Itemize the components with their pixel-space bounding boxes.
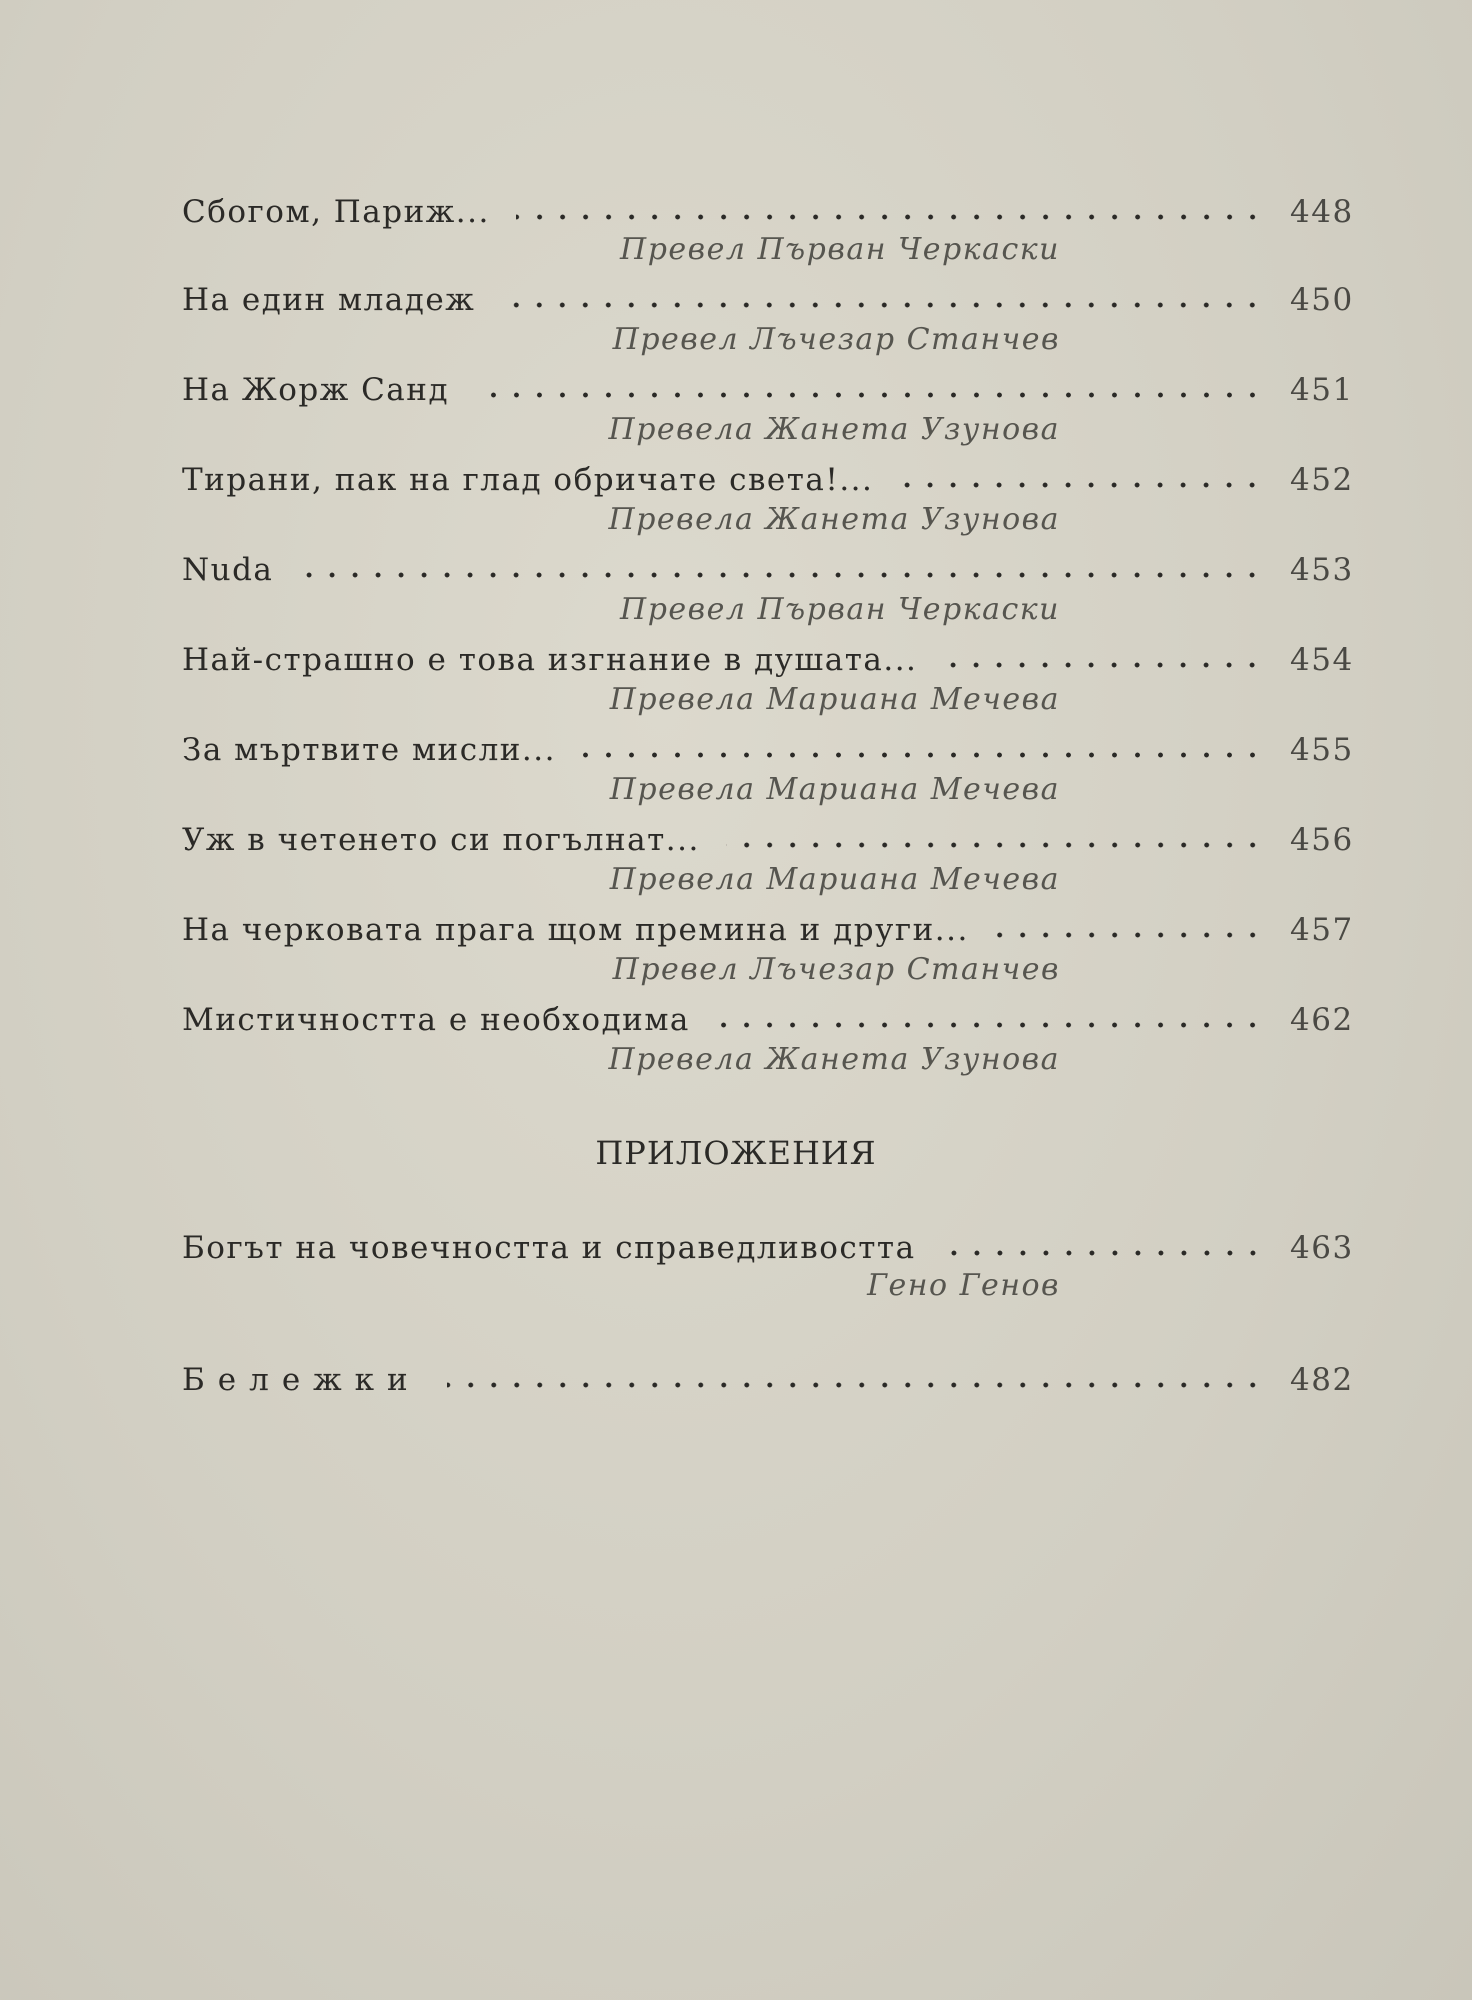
dot-leader: [516, 214, 1264, 220]
toc-entry: [182, 180, 1352, 230]
dot-leader: [726, 842, 1264, 848]
entry-translator: Превела Мариана Мечева: [609, 682, 1060, 717]
entry-title: Бележки: [182, 1362, 421, 1398]
toc-entry: [182, 448, 1352, 498]
toc-entry: [182, 808, 1352, 858]
entry-page: 455: [1290, 732, 1354, 768]
entry-title: Сбогом, Париж...: [182, 194, 490, 230]
dot-leader: [943, 662, 1264, 668]
dot-leader: [475, 392, 1264, 398]
toc-entry: [182, 898, 1352, 948]
entry-author: Гено Генов: [867, 1268, 1060, 1303]
dot-leader: [899, 482, 1264, 488]
entry-title: На един младеж: [182, 282, 476, 318]
entry-title: На черковата прага щом премина и други...: [182, 912, 969, 948]
dot-leader: [995, 932, 1264, 938]
dot-leader: [716, 1022, 1264, 1028]
toc-entry: [182, 268, 1352, 318]
entry-title: За мъртвите мисли...: [182, 732, 556, 768]
entry-translator: Превела Жанета Узунова: [608, 502, 1060, 537]
entry-page: 454: [1290, 642, 1354, 678]
entry-title: Тирани, пак на глад обричате света!...: [182, 462, 874, 498]
appendix-heading: ПРИЛОЖЕНИЯ: [595, 1134, 877, 1172]
entry-page: 450: [1290, 282, 1354, 318]
entry-page: 456: [1290, 822, 1354, 858]
entry-title: Най-страшно е това изгнание в душата...: [182, 642, 918, 678]
toc-entry: [182, 718, 1352, 768]
entry-translator: Превел Лъчезар Станчев: [612, 322, 1060, 357]
toc-entry: [182, 358, 1352, 408]
dot-leader: [447, 1382, 1264, 1388]
entry-translator: Превела Жанета Узунова: [608, 412, 1060, 447]
entry-translator: Превела Жанета Узунова: [608, 1042, 1060, 1077]
dot-leader: [942, 1250, 1264, 1256]
entry-translator: Превел Първан Черкаски: [620, 592, 1060, 627]
dot-leader: [501, 302, 1264, 308]
entry-page: 448: [1290, 194, 1354, 230]
entry-page: 482: [1290, 1362, 1354, 1398]
entry-title: Уж в четенето си погълнат...: [182, 822, 700, 858]
dot-leader: [582, 752, 1264, 758]
entry-title: Мистичността е необходима: [182, 1002, 690, 1038]
entry-page: 462: [1290, 1002, 1354, 1038]
entry-page: 452: [1290, 462, 1354, 498]
entry-page: 457: [1290, 912, 1354, 948]
toc-entry: [182, 538, 1352, 588]
toc-entry: [182, 1216, 1352, 1266]
dot-leader: [299, 572, 1264, 578]
toc-entry: [182, 1348, 1352, 1398]
toc-entry: [182, 988, 1352, 1038]
entry-title: Nuda: [182, 552, 274, 588]
entry-translator: Превел Лъчезар Станчев: [612, 952, 1060, 987]
entry-translator: Превел Първан Черкаски: [620, 232, 1060, 267]
toc-entry: [182, 628, 1352, 678]
entry-translator: Превела Мариана Мечева: [609, 862, 1060, 897]
entry-title: Богът на човечността и справедливостта: [182, 1230, 916, 1266]
entry-title: На Жорж Санд: [182, 372, 450, 408]
entry-translator: Превела Мариана Мечева: [609, 772, 1060, 807]
entry-page: 451: [1290, 372, 1354, 408]
entry-page: 463: [1290, 1230, 1354, 1266]
entry-page: 453: [1290, 552, 1354, 588]
